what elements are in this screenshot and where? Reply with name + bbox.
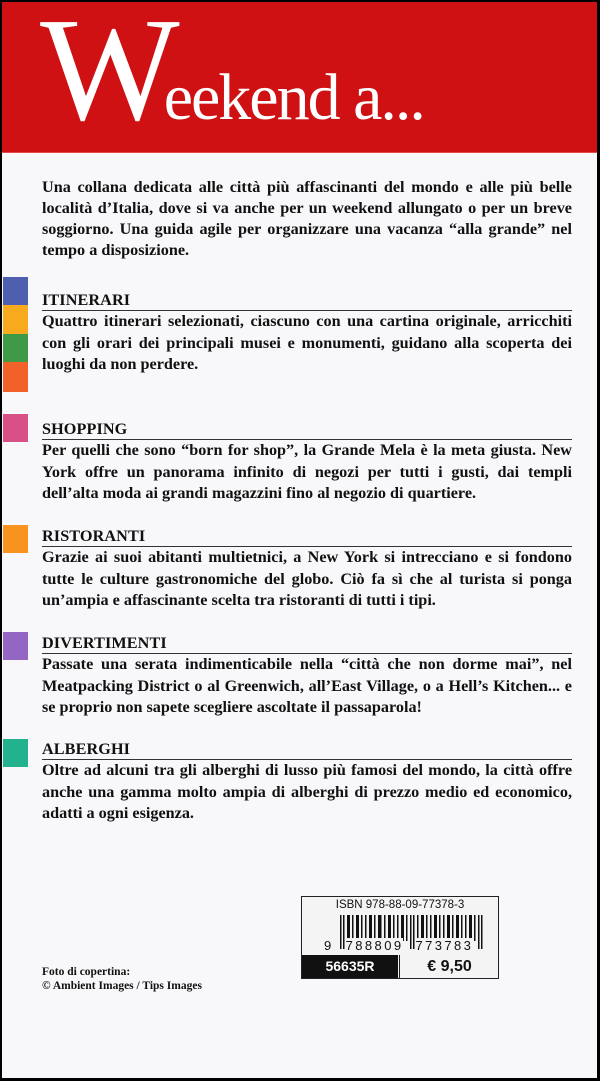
color-swatch-purple: [3, 632, 28, 660]
section-itinerari: [42, 291, 572, 376]
series-title: [40, 2, 424, 152]
section-ristoranti: [42, 527, 572, 612]
isbn-number: ISBN 978-88-09-77378-3: [335, 899, 465, 911]
color-swatch-blue: [3, 277, 28, 305]
section-body: Grazie ai suoi abitanti multietnici, a New York si intrecciano e si fondono tutte le culture gastronomiche del globo. Ciò fa sì che al turista si ponga un’ampia e affascinante scelta tra ristoranti di tutti i tipi.: [42, 548, 572, 609]
section-heading: ALBERGHI: [42, 740, 572, 760]
section-heading: SHOPPING: [42, 420, 572, 440]
color-swatch-teal: [3, 739, 28, 767]
photo-credits-label: Foto di copertina:: [42, 966, 131, 978]
section-heading: DIVERTIMENTI: [42, 634, 572, 654]
photo-credits-source: © Ambient Images / Tips Images: [42, 979, 202, 992]
series-title-initial: W: [40, 2, 174, 152]
section-shopping: [42, 420, 572, 505]
title-banner: [2, 2, 597, 153]
color-swatch-green: [3, 334, 28, 362]
price: € 9,50: [399, 955, 499, 978]
section-heading: RISTORANTI: [42, 527, 572, 547]
color-swatch-pink: [3, 414, 28, 442]
series-intro: Una collana dedicata alle città più affascinanti del mondo e alle più belle località d’Italia, dove si va anche per un weekend allungato o per un breve soggiorno. Una guida agile per organizzare una vacanza “alla grande” nel tempo a disposizione.: [42, 178, 572, 259]
photo-credits: [42, 966, 202, 993]
color-swatch-orange: [3, 362, 28, 392]
section-body: Passate una serata indimenticabile nella “città che non dorme mai”, nel Meatpacking District o al Greenwich, all’East Village, o a Hell’s Kitchen... e se proprio non sapete scegliere ascoltate il passaparola!: [42, 655, 572, 716]
section-body: Quattro itinerari selezionati, ciascuno con una cartina originale, arricchiti con gli orari dei principali musei e monumenti, guidano alla scoperta dei luoghi da non perdere.: [42, 312, 572, 373]
product-code: 56635R: [302, 955, 398, 978]
isbn-barcode-box: [301, 896, 499, 979]
section-body: Oltre ad alcuni tra gli alberghi di lusso più famosi del mondo, la città offre anche una gamma molto ampia di alberghi di prezzo medio ed economico, adatti a ogni esigenza.: [42, 761, 572, 822]
section-heading: ITINERARI: [42, 291, 572, 311]
series-title-rest: eekend a...: [163, 61, 424, 134]
barcode-digits-group2: 773783: [415, 938, 474, 953]
color-swatch-yellow: [3, 305, 28, 334]
color-swatch-orange-ristoranti: [3, 525, 28, 553]
back-cover: [2, 2, 597, 1078]
section-body: Per quelli che sono “born for shop”, la Grande Mela è la meta giusta. New York offre un panorama infinito di negozi per tutti i gusti, dai templi dell’alta moda ai grandi magazzini fino al negozio di quartiere.: [42, 441, 572, 502]
barcode-digits-group1: 788809: [345, 938, 404, 953]
section-alberghi: [42, 740, 572, 825]
barcode-digits: [324, 938, 473, 953]
section-divertimenti: [42, 634, 572, 719]
barcode-digit-first: 9: [324, 938, 334, 953]
